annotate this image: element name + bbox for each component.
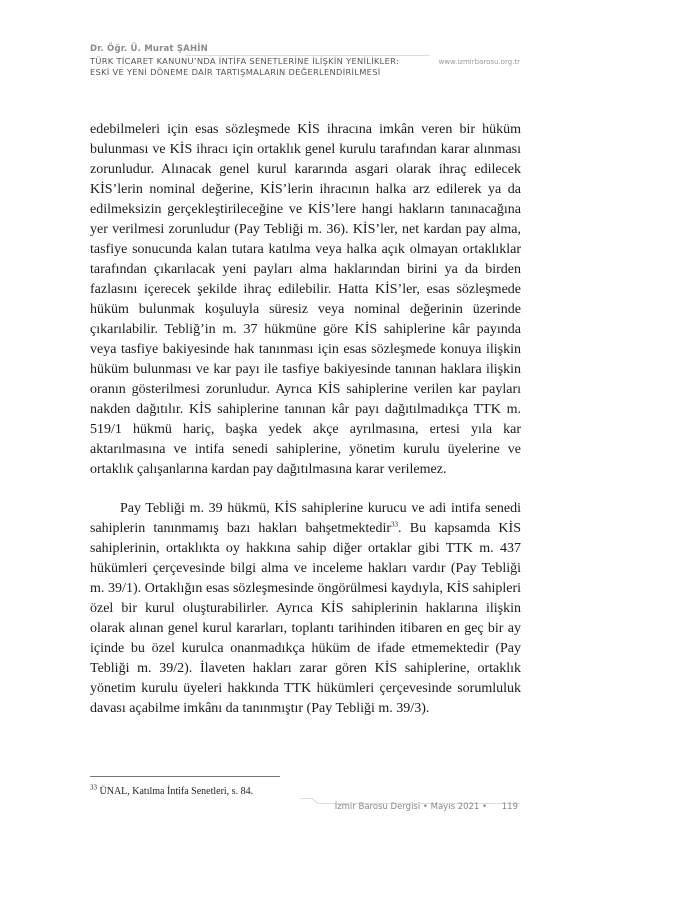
header-rule (90, 55, 520, 56)
paragraph-2-part-a: Pay Tebliği m. 39 hükmü, KİS sahiplerine kurucu ve adi intifa senedi sahiplerin tanınmamış bazı hakları bahşetmektedir (90, 501, 521, 536)
page-footer (335, 802, 518, 812)
article-title-line-1: TÜRK TİCARET KANUNU’NDA İNTİFA SENETLERİNE İLİŞKİN YENİLİKLER: (90, 56, 400, 66)
paragraph-2 (90, 499, 521, 719)
journal-name: İzmir Barosu Dergisi • Mayıs 2021 • (334, 802, 488, 812)
author-name: Dr. Öğr. Ü. Murat ŞAHİN (90, 44, 208, 54)
article-title-line-2: ESKİ VE YENİ DÖNEME DAİR TARTIŞMALARIN DEĞERLENDİRİLMESİ (90, 67, 381, 77)
paragraph-1: edebilmeleri için esas sözleşmede KİS ihracına imkân veren bir hüküm bulunması ve KİS ihracı için ortaklık genel kurulu tarafından karar alınması zorunludur. Alınacak genel kurul kararında asgari olarak ihraç edilecek KİS’lerin nominal değerine, KİS’lerin ihracının halka arz edilerek ya da edilmeksizin gerçekleştirileceğine ve KİS’lere hangi hakların tanınacağına yer verilmesi zorunludur (Pay Tebliği m. 36). KİS’ler, net kardan pay alma, tasfiye sonucunda kalan tutara katılma veya halka açık olmayan ortaklıklar tarafından çıkarılacak yeni payları alma haklarından birini ya da birden fazlasını içerecek şekilde ihraç edilebilir. Hatta KİS’ler, esas sözleşmede hüküm bulunmak koşuluyla süresiz veya nominal değerinin üzerinde çıkarılabilir. Tebliğ’in m. 37 hükmüne göre KİS sahiplerine kâr payında veya tasfiye bakiyesinde hak tanınması için esas sözleşmede konuya ilişkin hüküm bulunması ve kar payı ile tasfiye bakiyesinde tanınan haklara ilişkin oranın gösterilmesi zorunludur. Ayrıca KİS sahiplerine verilen kar payları nakden dağıtılır. KİS sahiplerine tanınan kâr payı dağıtılmadıkça TTK m. 519/1 hükmü hariç, başka yedek akçe ayrılmasına, ertesi yıla kar aktarılmasına ve intifa senedi sahiplerine, yönetim kurulu üyelerine ve ortaklık çalışanlarına kardan pay dağıtılmasına karar verilemez. (90, 122, 521, 477)
footnote (90, 783, 254, 797)
website-link[interactable]: www.izmirbarosu.org.tr (438, 58, 520, 66)
page-number: 119 (501, 802, 518, 812)
footnote-rule (90, 776, 280, 777)
footnote-number: 33 (90, 783, 97, 792)
body-text (90, 120, 521, 719)
paragraph-2-part-b: . Bu kapsamda KİS sahiplerinin, ortaklıkta oy hakkına sahip diğer ortaklar gibi TTK m. 437 hükümleri çerçevesinde bilgi alma ve inceleme hakları vardır (Pay Tebliği m. 39/1). Ortaklığın esas sözleşmesinde öngörülmesi kaydıyla, KİS sahipleri özel bir kurul oluşturabilirler. Ayrıca KİS sahiplerinin haklarına ilişkin olarak alınan genel kurul kararları, toplantı tarihinden itibaren en geç bir ay içinde bu özel kurulca onanmadıkça hüküm de ifade etmemektedir (Pay Tebliği m. 39/2). İlaveten hakları zarar gören KİS sahiplerine, ortaklık yönetim kurulu üyeleri hakkında TTK hükümleri çerçevesinde sorumluluk davası açabilme imkânı da tanınmıştır (Pay Tebliği m. 39/3). (90, 521, 521, 716)
footnote-reference[interactable]: 33 (391, 520, 399, 529)
footnote-text: ÜNAL, Katılma İntifa Senetleri, s. 84. (97, 786, 254, 797)
